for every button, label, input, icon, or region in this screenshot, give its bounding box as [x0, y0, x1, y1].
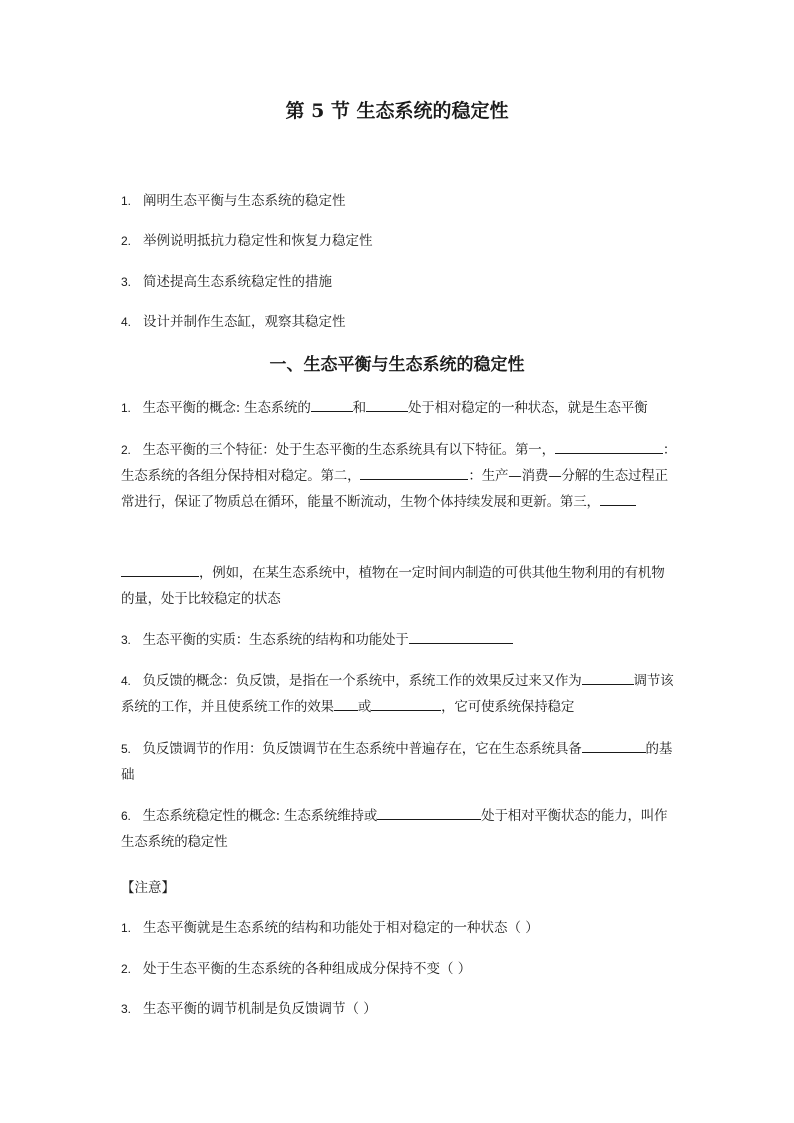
goal-number: 3.	[121, 275, 132, 289]
learning-goal	[121, 229, 373, 249]
fill-blank[interactable]	[311, 397, 353, 412]
learning-goal	[121, 310, 346, 330]
item-text: 负反馈调节的作用：负反馈调节在生态系统中普遍存在，它在生态系统具备	[142, 741, 582, 757]
item-text: 和	[352, 400, 366, 416]
fill-blank[interactable]	[377, 805, 481, 820]
item-text: 处于相对平衡状态的能力，叫作生态系统的稳定性	[121, 808, 668, 850]
goal-number: 1.	[121, 194, 132, 208]
item-text: ：生态系统的各组分保持相对稳定。第二，	[121, 442, 677, 484]
item-text: 生态平衡的三个特征：处于生态平衡的生态系统具有以下特征。第一，	[142, 442, 555, 458]
goal-number: 4.	[121, 315, 132, 329]
item-number: 3.	[121, 633, 131, 647]
fill-blank[interactable]	[366, 397, 408, 412]
item-number: 2.	[121, 443, 131, 457]
learning-goal	[121, 270, 332, 290]
fill-blank[interactable]	[121, 562, 199, 577]
item-5	[121, 736, 677, 788]
item-1	[121, 395, 677, 421]
item-text: 或	[357, 699, 372, 715]
goal-text: 阐明生态平衡与生态系统的稳定性	[143, 193, 346, 209]
item-4	[121, 668, 677, 720]
goal-text: 设计并制作生态缸，观察其稳定性	[143, 314, 346, 330]
item-text: 的基础	[121, 741, 673, 783]
item-number: 5.	[121, 742, 131, 756]
fill-blank[interactable]	[371, 696, 441, 711]
item-text: 负反馈的概念：负反馈，是指在一个系统中，系统工作的效果反过来又作为	[142, 673, 582, 689]
goal-text: 简述提高生态系统稳定性的措施	[143, 274, 333, 290]
item-text: 调节该系统的工作，并且使系统工作的效果	[121, 673, 674, 715]
learning-goal	[121, 189, 346, 209]
item-text: 生态平衡的概念: 生态系统的	[142, 400, 311, 416]
item-number: 4.	[121, 674, 131, 688]
judgement-item	[121, 957, 471, 977]
item-2	[121, 437, 677, 515]
item-text: 处于相对稳定的一种状态，就是生态平衡	[407, 400, 648, 416]
item-text: ，例如，在某生态系统中，植物在一定时间内制造的可供其他生物利用的有机物的量，处于比较稳定的状态	[121, 565, 665, 607]
section-heading: 一、生态平衡与生态系统的稳定性	[269, 355, 525, 375]
fill-blank[interactable]	[582, 670, 634, 685]
page-title: 第 5 节 生态系统的稳定性	[285, 100, 509, 122]
note-text: 处于生态平衡的生态系统的各种组成成分保持不变（ ）	[143, 961, 472, 977]
note-number: 3.	[121, 1002, 132, 1016]
item-6	[121, 803, 677, 855]
note-number: 2.	[121, 962, 132, 976]
item-text: ，它可使系统保持稳定	[441, 699, 575, 715]
fill-blank[interactable]	[360, 465, 468, 480]
fill-blank[interactable]	[409, 629, 513, 644]
goal-text: 举例说明抵抗力稳定性和恢复力稳定性	[143, 233, 373, 249]
fill-blank[interactable]	[600, 491, 636, 506]
note-text: 生态平衡就是生态系统的结构和功能处于相对稳定的一种状态（ ）	[143, 920, 539, 936]
item-number: 6.	[121, 809, 131, 823]
goal-number: 2.	[121, 234, 132, 248]
note-text: 生态平衡的调节机制是负反馈调节（ ）	[143, 1001, 377, 1017]
item-number: 1.	[121, 401, 131, 415]
item-3	[121, 627, 677, 653]
judgement-item	[121, 916, 539, 936]
fill-blank[interactable]	[334, 696, 358, 711]
item-text: 生态系统稳定性的概念: 生态系统维持或	[142, 808, 378, 824]
item-text: ：生产—消费—分解的生态过程正常进行，保证了物质总在循环，能量不断流动，生物个体持续发展和更新。第三，	[121, 468, 668, 510]
fill-blank[interactable]	[582, 738, 646, 753]
fill-blank[interactable]	[555, 439, 663, 454]
note-heading: 【注意】	[121, 880, 175, 896]
item-2-continued	[121, 560, 677, 612]
item-text: 生态平衡的实质：生态系统的结构和功能处于	[142, 632, 409, 648]
note-number: 1.	[121, 921, 132, 935]
judgement-item	[121, 997, 377, 1017]
